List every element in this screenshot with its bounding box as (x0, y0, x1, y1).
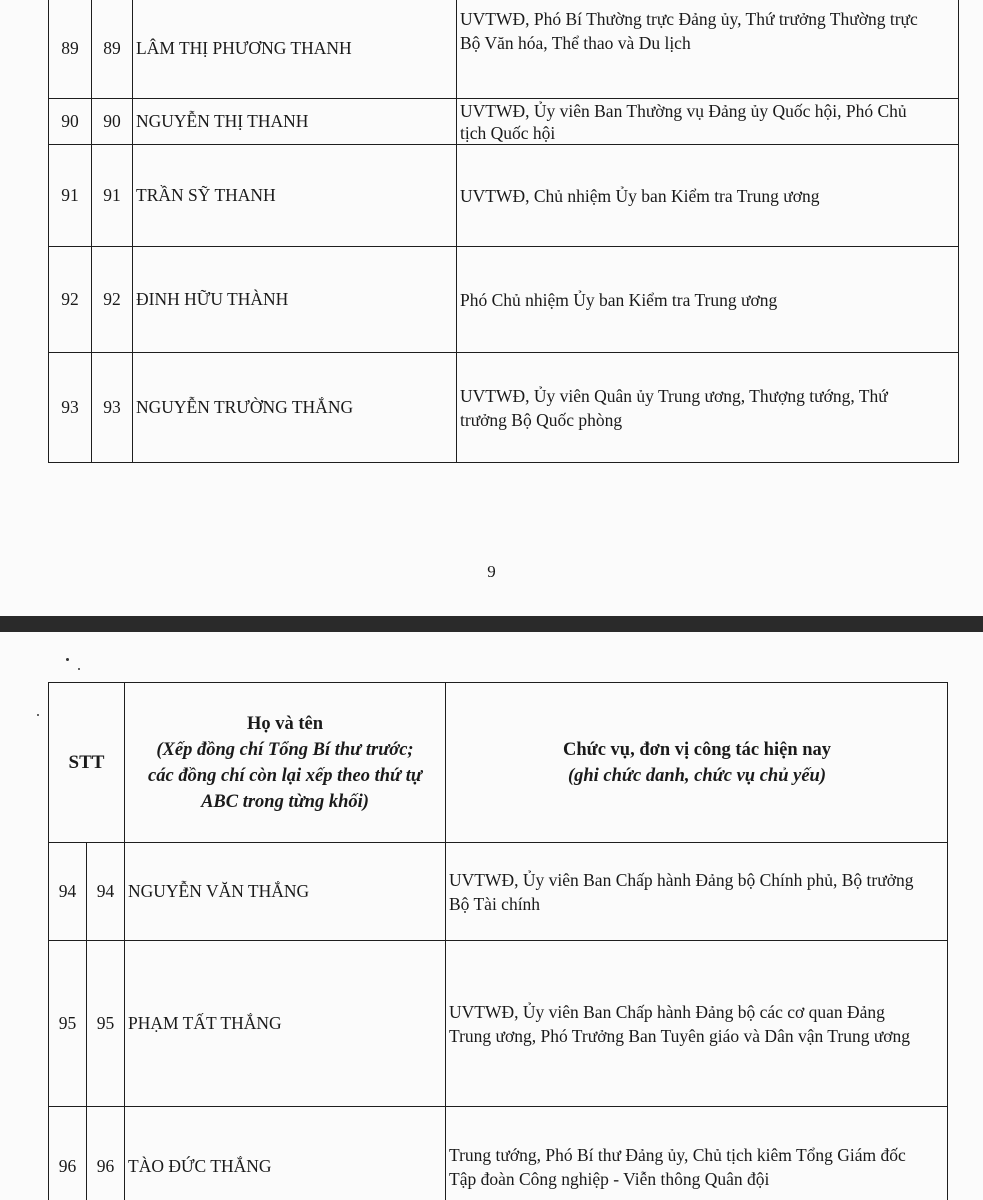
position-line: UVTWĐ, Chủ nhiệm Ủy ban Kiểm tra Trung ương (460, 185, 820, 206)
table-row (49, 145, 959, 247)
table-row (49, 353, 959, 463)
position-line: Bộ Văn hóa, Thể thao và Du lịch (460, 33, 691, 53)
row-number: 92 (92, 247, 133, 353)
position-line: trưởng Bộ Quốc phòng (460, 409, 623, 430)
column-header-name-note: các đồng chí còn lại xếp theo thứ tự (148, 765, 422, 786)
officials-table-bottom (48, 682, 948, 1200)
column-header-name-title: Họ và tên (246, 713, 324, 734)
official-position (457, 0, 959, 99)
official-name: TRẦN SỸ THANH (133, 145, 457, 247)
table-row (49, 0, 959, 99)
row-stt: 94 (49, 843, 87, 941)
table-row (49, 1107, 948, 1200)
scan-speck (66, 658, 69, 661)
position-line: Tập đoàn Công nghiệp - Viễn thông Quân đội (449, 1168, 770, 1189)
table-row (49, 247, 959, 353)
column-header-name (125, 683, 446, 843)
table-row (49, 99, 959, 145)
position-line: UVTWĐ, Phó Bí Thường trực Đảng ủy, Thứ trưởng Thường trực (460, 9, 918, 29)
official-name: NGUYỄN TRƯỜNG THẮNG (133, 353, 457, 463)
row-stt: 91 (49, 145, 92, 247)
row-stt: 92 (49, 247, 92, 353)
row-stt: 93 (49, 353, 92, 463)
official-position (457, 99, 959, 145)
column-header-position-title: Chức vụ, đơn vị công tác hiện nay (562, 739, 832, 760)
row-stt: 95 (49, 941, 87, 1107)
position-line: UVTWĐ, Ủy viên Ban Chấp hành Đảng bộ các cơ quan Đảng (449, 1001, 885, 1022)
position-line: Bộ Tài chính (449, 893, 541, 914)
official-name: PHẠM TẤT THẮNG (125, 941, 446, 1107)
official-name: TÀO ĐỨC THẮNG (125, 1107, 446, 1200)
row-number: 96 (87, 1107, 125, 1200)
table-header-row (49, 683, 948, 843)
table-row (49, 843, 948, 941)
position-line: Phó Chủ nhiệm Ủy ban Kiểm tra Trung ương (460, 289, 778, 310)
row-number: 89 (92, 0, 133, 99)
position-line: UVTWĐ, Ủy viên Quân ủy Trung ương, Thượng tướng, Thứ (460, 385, 888, 406)
official-name: LÂM THỊ PHƯƠNG THANH (133, 0, 457, 99)
document-page-bottom (0, 632, 983, 1200)
official-position (446, 843, 948, 941)
row-number: 93 (92, 353, 133, 463)
position-line: tịch Quốc hội (460, 122, 556, 143)
position-line: UVTWĐ, Ủy viên Ban Chấp hành Đảng bộ Chính phủ, Bộ trưởng (449, 869, 914, 890)
row-stt: 90 (49, 99, 92, 145)
official-name: NGUYỄN VĂN THẮNG (125, 843, 446, 941)
row-number: 94 (87, 843, 125, 941)
official-name: NGUYỄN THỊ THANH (133, 99, 457, 145)
official-position (457, 247, 959, 353)
row-number: 91 (92, 145, 133, 247)
column-header-name-note: ABC trong từng khối) (201, 791, 369, 812)
row-number: 95 (87, 941, 125, 1107)
column-header-name-note: (Xếp đồng chí Tổng Bí thư trước; (156, 739, 414, 760)
row-stt: 89 (49, 0, 92, 99)
official-position (446, 1107, 948, 1200)
column-header-stt: STT (49, 683, 125, 843)
page-number: 9 (487, 562, 496, 581)
official-position (446, 941, 948, 1107)
row-number: 90 (92, 99, 133, 145)
scan-speck (78, 668, 80, 670)
official-name: ĐINH HỮU THÀNH (133, 247, 457, 353)
officials-table-top (48, 0, 959, 463)
position-line: Trung tướng, Phó Bí thư Đảng ủy, Chủ tịch kiêm Tổng Giám đốc (449, 1144, 906, 1165)
scan-speck (37, 714, 39, 716)
column-header-position (446, 683, 948, 843)
official-position (457, 353, 959, 463)
table-row (49, 941, 948, 1107)
column-header-position-note: (ghi chức danh, chức vụ chủ yếu) (567, 765, 827, 786)
row-stt: 96 (49, 1107, 87, 1200)
position-line: Trung ương, Phó Trưởng Ban Tuyên giáo và Dân vận Trung ương (449, 1025, 911, 1046)
position-line: UVTWĐ, Ủy viên Ban Thường vụ Đảng ủy Quốc hội, Phó Chủ (460, 100, 907, 121)
official-position (457, 145, 959, 247)
